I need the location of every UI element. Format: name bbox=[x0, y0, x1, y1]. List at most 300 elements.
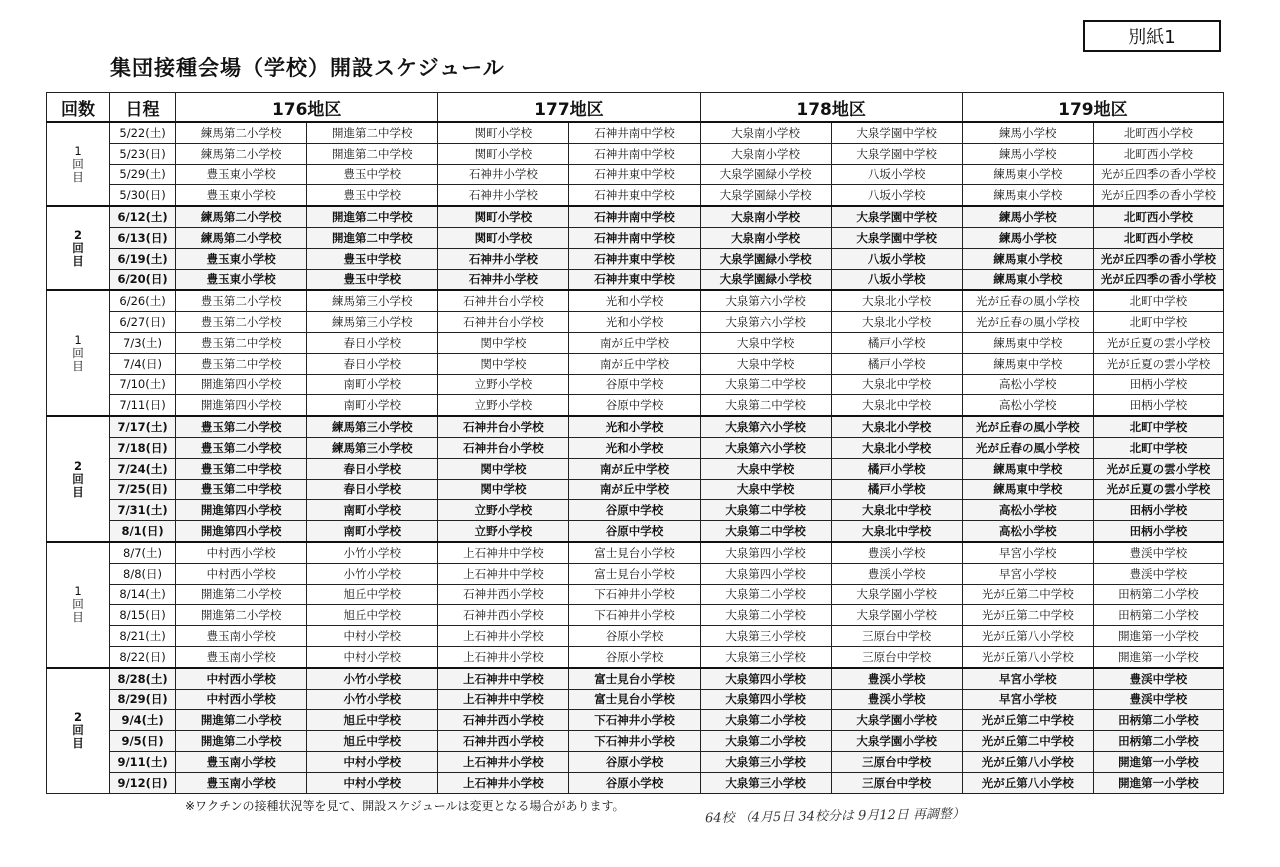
school-cell: 大泉第二小学校 bbox=[700, 605, 831, 626]
school-cell: 豊渓小学校 bbox=[831, 563, 962, 584]
school-cell: 上石神井小学校 bbox=[438, 626, 569, 647]
school-cell: 豊渓小学校 bbox=[831, 668, 962, 689]
date-cell: 7/18(日) bbox=[110, 437, 176, 458]
school-cell: 中村小学校 bbox=[307, 751, 438, 772]
school-cell: 旭丘中学校 bbox=[307, 605, 438, 626]
school-cell: 早宮小学校 bbox=[962, 668, 1093, 689]
school-cell: 谷原小学校 bbox=[569, 626, 700, 647]
schedule-row bbox=[47, 437, 1224, 458]
school-cell: 石神井南中学校 bbox=[569, 143, 700, 164]
school-cell: 立野小学校 bbox=[438, 374, 569, 395]
school-cell: 豊玉東小学校 bbox=[176, 269, 307, 290]
school-cell: 大泉北中学校 bbox=[831, 500, 962, 521]
district-header: 177地区 bbox=[438, 93, 700, 123]
schedule-row bbox=[47, 122, 1224, 143]
date-cell: 6/27(日) bbox=[110, 312, 176, 333]
schedule-row bbox=[47, 772, 1224, 793]
school-cell: 大泉第四小学校 bbox=[700, 542, 831, 563]
handwritten-note: 64校 （4月5日 34校分は 9月12日 再調整） bbox=[704, 806, 966, 827]
date-cell: 8/28(土) bbox=[110, 668, 176, 689]
school-cell: 石神井台小学校 bbox=[438, 416, 569, 437]
date-cell: 8/8(日) bbox=[110, 563, 176, 584]
school-cell: 早宮小学校 bbox=[962, 689, 1093, 710]
school-cell: 開進第一小学校 bbox=[1093, 772, 1223, 793]
school-cell: 大泉第三小学校 bbox=[700, 646, 831, 667]
round-char: 回 bbox=[72, 471, 84, 486]
schedule-row bbox=[47, 290, 1224, 311]
date-cell: 5/23(日) bbox=[110, 143, 176, 164]
school-cell: 中村西小学校 bbox=[176, 542, 307, 563]
school-cell: 大泉第二中学校 bbox=[700, 521, 831, 542]
round-char: 回 bbox=[72, 156, 84, 171]
school-cell: 大泉第六小学校 bbox=[700, 290, 831, 311]
schedule-row bbox=[47, 312, 1224, 333]
school-cell: 光が丘四季の香小学校 bbox=[1093, 269, 1223, 290]
date-cell: 9/4(土) bbox=[110, 710, 176, 731]
school-cell: 北町西小学校 bbox=[1093, 206, 1223, 227]
school-cell: 練馬第三小学校 bbox=[307, 312, 438, 333]
school-cell: 大泉北小学校 bbox=[831, 437, 962, 458]
schedule-row bbox=[47, 521, 1224, 542]
school-cell: 練馬東小学校 bbox=[962, 269, 1093, 290]
date-cell: 7/24(土) bbox=[110, 458, 176, 479]
school-cell: 関町小学校 bbox=[438, 206, 569, 227]
school-cell: 石神井東中学校 bbox=[569, 248, 700, 269]
schedule-row bbox=[47, 731, 1224, 752]
school-cell: 光が丘四季の香小学校 bbox=[1093, 185, 1223, 206]
school-cell: 大泉第六小学校 bbox=[700, 312, 831, 333]
school-cell: 練馬第二小学校 bbox=[176, 143, 307, 164]
school-cell: 関中学校 bbox=[438, 479, 569, 500]
school-cell: 八坂小学校 bbox=[831, 248, 962, 269]
schedule-row bbox=[47, 689, 1224, 710]
school-cell: 春日小学校 bbox=[307, 458, 438, 479]
round-header: 回数 bbox=[47, 93, 110, 123]
schedule-row bbox=[47, 563, 1224, 584]
school-cell: 北町中学校 bbox=[1093, 290, 1223, 311]
school-cell: 上石神井小学校 bbox=[438, 772, 569, 793]
school-cell: 田柄第二小学校 bbox=[1093, 710, 1223, 731]
schedule-row bbox=[47, 710, 1224, 731]
round-char: 回 bbox=[72, 723, 84, 738]
date-cell: 9/5(日) bbox=[110, 731, 176, 752]
school-cell: 関町小学校 bbox=[438, 122, 569, 143]
schedule-row bbox=[47, 458, 1224, 479]
school-cell: 三原台中学校 bbox=[831, 626, 962, 647]
schedule-row bbox=[47, 332, 1224, 353]
school-cell: 大泉南小学校 bbox=[700, 143, 831, 164]
school-cell: 関中学校 bbox=[438, 353, 569, 374]
date-cell: 8/15(日) bbox=[110, 605, 176, 626]
school-cell: 大泉北中学校 bbox=[831, 374, 962, 395]
school-cell: 豊玉東小学校 bbox=[176, 185, 307, 206]
school-cell: 谷原小学校 bbox=[569, 772, 700, 793]
school-cell: 大泉学園緑小学校 bbox=[700, 269, 831, 290]
date-cell: 6/19(土) bbox=[110, 248, 176, 269]
school-cell: 高松小学校 bbox=[962, 374, 1093, 395]
school-cell: 八坂小学校 bbox=[831, 164, 962, 185]
school-cell: 練馬東中学校 bbox=[962, 458, 1093, 479]
school-cell: 大泉学園緑小学校 bbox=[700, 164, 831, 185]
school-cell: 開進第二中学校 bbox=[307, 122, 438, 143]
school-cell: 豊玉南小学校 bbox=[176, 772, 307, 793]
school-cell: 光が丘春の風小学校 bbox=[962, 290, 1093, 311]
school-cell: 光和小学校 bbox=[569, 416, 700, 437]
date-cell: 7/11(日) bbox=[110, 395, 176, 416]
school-cell: 南が丘中学校 bbox=[569, 458, 700, 479]
school-cell: 高松小学校 bbox=[962, 395, 1093, 416]
school-cell: 高松小学校 bbox=[962, 521, 1093, 542]
school-cell: 八坂小学校 bbox=[831, 269, 962, 290]
school-cell: 大泉学園中学校 bbox=[831, 206, 962, 227]
schedule-row bbox=[47, 542, 1224, 563]
date-cell: 6/20(日) bbox=[110, 269, 176, 290]
school-cell: 開進第二小学校 bbox=[176, 710, 307, 731]
schedule-row bbox=[47, 751, 1224, 772]
school-cell: 上石神井中学校 bbox=[438, 563, 569, 584]
school-cell: 開進第四小学校 bbox=[176, 374, 307, 395]
school-cell: 大泉第三小学校 bbox=[700, 772, 831, 793]
school-cell: 大泉第四小学校 bbox=[700, 689, 831, 710]
school-cell: 関中学校 bbox=[438, 332, 569, 353]
district-header: 178地区 bbox=[700, 93, 962, 123]
round-char: 1 bbox=[74, 584, 82, 599]
school-cell: 豊玉中学校 bbox=[307, 248, 438, 269]
school-cell: 中村西小学校 bbox=[176, 563, 307, 584]
school-cell: 谷原小学校 bbox=[569, 646, 700, 667]
school-cell: 大泉第三小学校 bbox=[700, 751, 831, 772]
school-cell: 豊渓小学校 bbox=[831, 689, 962, 710]
school-cell: 大泉第四小学校 bbox=[700, 668, 831, 689]
school-cell: 大泉学園小学校 bbox=[831, 731, 962, 752]
school-cell: 大泉学園中学校 bbox=[831, 122, 962, 143]
schedule-table bbox=[46, 92, 1224, 794]
district-header: 176地区 bbox=[176, 93, 438, 123]
date-cell: 6/13(日) bbox=[110, 227, 176, 248]
school-cell: 大泉学園中学校 bbox=[831, 143, 962, 164]
round-cell bbox=[47, 542, 110, 668]
school-cell: 小竹小学校 bbox=[307, 542, 438, 563]
school-cell: 練馬東小学校 bbox=[962, 185, 1093, 206]
school-cell: 下石神井小学校 bbox=[569, 710, 700, 731]
round-char: 目 bbox=[72, 169, 84, 184]
school-cell: 大泉北中学校 bbox=[831, 395, 962, 416]
school-cell: 光和小学校 bbox=[569, 312, 700, 333]
school-cell: 光が丘第八小学校 bbox=[962, 646, 1093, 667]
school-cell: 下石神井小学校 bbox=[569, 584, 700, 605]
school-cell: 早宮小学校 bbox=[962, 542, 1093, 563]
schedule-row bbox=[47, 500, 1224, 521]
school-cell: 練馬東中学校 bbox=[962, 479, 1093, 500]
school-cell: 大泉北中学校 bbox=[831, 521, 962, 542]
school-cell: 旭丘中学校 bbox=[307, 710, 438, 731]
schedule-row bbox=[47, 206, 1224, 227]
school-cell: 光が丘第八小学校 bbox=[962, 626, 1093, 647]
school-cell: 南町小学校 bbox=[307, 395, 438, 416]
school-cell: 橘戸小学校 bbox=[831, 458, 962, 479]
header-row bbox=[47, 93, 1224, 123]
school-cell: 旭丘中学校 bbox=[307, 584, 438, 605]
school-cell: 石神井南中学校 bbox=[569, 122, 700, 143]
date-cell: 7/4(日) bbox=[110, 353, 176, 374]
school-cell: 橘戸小学校 bbox=[831, 332, 962, 353]
district-header: 179地区 bbox=[962, 93, 1223, 123]
schedule-row bbox=[47, 227, 1224, 248]
school-cell: 開進第一小学校 bbox=[1093, 751, 1223, 772]
school-cell: 光が丘春の風小学校 bbox=[962, 312, 1093, 333]
school-cell: 関中学校 bbox=[438, 458, 569, 479]
school-cell: 光が丘夏の雲小学校 bbox=[1093, 332, 1223, 353]
school-cell: 石神井東中学校 bbox=[569, 164, 700, 185]
school-cell: 豊玉中学校 bbox=[307, 269, 438, 290]
school-cell: 開進第一小学校 bbox=[1093, 646, 1223, 667]
round-char: 1 bbox=[74, 143, 82, 158]
school-cell: 立野小学校 bbox=[438, 500, 569, 521]
school-cell: 三原台中学校 bbox=[831, 751, 962, 772]
school-cell: 石神井台小学校 bbox=[438, 312, 569, 333]
school-cell: 田柄小学校 bbox=[1093, 521, 1223, 542]
school-cell: 開進第四小学校 bbox=[176, 521, 307, 542]
school-cell: 光が丘春の風小学校 bbox=[962, 437, 1093, 458]
school-cell: 旭丘中学校 bbox=[307, 731, 438, 752]
school-cell: 光が丘夏の雲小学校 bbox=[1093, 479, 1223, 500]
school-cell: 大泉第二中学校 bbox=[700, 395, 831, 416]
school-cell: 立野小学校 bbox=[438, 521, 569, 542]
school-cell: 開進第四小学校 bbox=[176, 395, 307, 416]
school-cell: 北町中学校 bbox=[1093, 437, 1223, 458]
school-cell: 南町小学校 bbox=[307, 374, 438, 395]
school-cell: 光が丘春の風小学校 bbox=[962, 416, 1093, 437]
date-cell: 8/22(日) bbox=[110, 646, 176, 667]
school-cell: 北町中学校 bbox=[1093, 312, 1223, 333]
schedule-row bbox=[47, 584, 1224, 605]
school-cell: 田柄第二小学校 bbox=[1093, 584, 1223, 605]
school-cell: 田柄小学校 bbox=[1093, 500, 1223, 521]
school-cell: 大泉学園緑小学校 bbox=[700, 248, 831, 269]
date-cell: 7/25(日) bbox=[110, 479, 176, 500]
school-cell: 開進第二中学校 bbox=[307, 206, 438, 227]
school-cell: 富士見台小学校 bbox=[569, 563, 700, 584]
school-cell: 豊渓中学校 bbox=[1093, 668, 1223, 689]
school-cell: 光和小学校 bbox=[569, 290, 700, 311]
schedule-row bbox=[47, 353, 1224, 374]
school-cell: 豊玉南小学校 bbox=[176, 751, 307, 772]
school-cell: 中村小学校 bbox=[307, 646, 438, 667]
school-cell: 大泉第六小学校 bbox=[700, 437, 831, 458]
school-cell: 光和小学校 bbox=[569, 437, 700, 458]
school-cell: 練馬第二小学校 bbox=[176, 227, 307, 248]
school-cell: 北町西小学校 bbox=[1093, 143, 1223, 164]
school-cell: 開進第二小学校 bbox=[176, 731, 307, 752]
round-cell bbox=[47, 668, 110, 793]
schedule-row bbox=[47, 248, 1224, 269]
school-cell: 石神井西小学校 bbox=[438, 710, 569, 731]
school-cell: 春日小学校 bbox=[307, 332, 438, 353]
school-cell: 練馬東小学校 bbox=[962, 248, 1093, 269]
date-cell: 7/17(土) bbox=[110, 416, 176, 437]
school-cell: 大泉第四小学校 bbox=[700, 563, 831, 584]
school-cell: 南が丘中学校 bbox=[569, 353, 700, 374]
round-char: 2 bbox=[74, 227, 83, 242]
school-cell: 三原台中学校 bbox=[831, 772, 962, 793]
school-cell: 上石神井中学校 bbox=[438, 668, 569, 689]
attachment-badge: 別紙1 bbox=[1083, 20, 1221, 52]
school-cell: 谷原中学校 bbox=[569, 500, 700, 521]
date-cell: 9/12(日) bbox=[110, 772, 176, 793]
school-cell: 谷原中学校 bbox=[569, 521, 700, 542]
school-cell: 光が丘第八小学校 bbox=[962, 751, 1093, 772]
school-cell: 光が丘夏の雲小学校 bbox=[1093, 458, 1223, 479]
school-cell: 大泉学園中学校 bbox=[831, 227, 962, 248]
footnote: ※ワクチンの接種状況等を見て、開設スケジュールは変更となる場合があります。 bbox=[185, 799, 625, 813]
school-cell: 大泉第三小学校 bbox=[700, 626, 831, 647]
round-char: 回 bbox=[72, 597, 84, 612]
school-cell: 立野小学校 bbox=[438, 395, 569, 416]
school-cell: 石神井南中学校 bbox=[569, 206, 700, 227]
school-cell: 練馬第三小学校 bbox=[307, 437, 438, 458]
schedule-row bbox=[47, 269, 1224, 290]
date-cell: 5/29(土) bbox=[110, 164, 176, 185]
school-cell: 光が丘四季の香小学校 bbox=[1093, 164, 1223, 185]
school-cell: 光が丘夏の雲小学校 bbox=[1093, 353, 1223, 374]
school-cell: 石神井西小学校 bbox=[438, 731, 569, 752]
school-cell: 大泉第二小学校 bbox=[700, 731, 831, 752]
school-cell: 大泉第二小学校 bbox=[700, 710, 831, 731]
school-cell: 南が丘中学校 bbox=[569, 332, 700, 353]
schedule-row bbox=[47, 185, 1224, 206]
school-cell: 中村西小学校 bbox=[176, 668, 307, 689]
school-cell: 豊玉第二小学校 bbox=[176, 437, 307, 458]
school-cell: 練馬東小学校 bbox=[962, 164, 1093, 185]
round-char: 2 bbox=[74, 710, 83, 725]
school-cell: 田柄第二小学校 bbox=[1093, 731, 1223, 752]
school-cell: 豊渓中学校 bbox=[1093, 689, 1223, 710]
school-cell: 石神井南中学校 bbox=[569, 227, 700, 248]
school-cell: 大泉中学校 bbox=[700, 479, 831, 500]
round-char: 目 bbox=[72, 610, 84, 625]
school-cell: 豊玉中学校 bbox=[307, 185, 438, 206]
round-char: 回 bbox=[72, 240, 84, 255]
round-char: 目 bbox=[72, 484, 84, 499]
school-cell: 北町西小学校 bbox=[1093, 122, 1223, 143]
school-cell: 高松小学校 bbox=[962, 500, 1093, 521]
school-cell: 小竹小学校 bbox=[307, 689, 438, 710]
school-cell: 春日小学校 bbox=[307, 353, 438, 374]
school-cell: 大泉北小学校 bbox=[831, 416, 962, 437]
date-cell: 8/14(土) bbox=[110, 584, 176, 605]
school-cell: 光が丘四季の香小学校 bbox=[1093, 248, 1223, 269]
school-cell: 関町小学校 bbox=[438, 143, 569, 164]
school-cell: 南が丘中学校 bbox=[569, 479, 700, 500]
school-cell: 石神井東中学校 bbox=[569, 185, 700, 206]
school-cell: 上石神井小学校 bbox=[438, 646, 569, 667]
school-cell: 練馬第三小学校 bbox=[307, 416, 438, 437]
school-cell: 練馬第二小学校 bbox=[176, 122, 307, 143]
round-cell bbox=[47, 416, 110, 542]
school-cell: 石神井西小学校 bbox=[438, 605, 569, 626]
date-cell: 8/7(土) bbox=[110, 542, 176, 563]
school-cell: 豊渓小学校 bbox=[831, 542, 962, 563]
school-cell: 八坂小学校 bbox=[831, 185, 962, 206]
schedule-row bbox=[47, 605, 1224, 626]
school-cell: 豊渓中学校 bbox=[1093, 542, 1223, 563]
school-cell: 練馬小学校 bbox=[962, 122, 1093, 143]
date-cell: 5/22(土) bbox=[110, 122, 176, 143]
date-header: 日程 bbox=[110, 93, 176, 123]
school-cell: 大泉中学校 bbox=[700, 332, 831, 353]
school-cell: 練馬小学校 bbox=[962, 143, 1093, 164]
schedule-row bbox=[47, 164, 1224, 185]
schedule-row bbox=[47, 668, 1224, 689]
date-cell: 7/3(土) bbox=[110, 332, 176, 353]
school-cell: 橘戸小学校 bbox=[831, 353, 962, 374]
school-cell: 豊玉第二中学校 bbox=[176, 332, 307, 353]
school-cell: 田柄小学校 bbox=[1093, 395, 1223, 416]
school-cell: 練馬小学校 bbox=[962, 206, 1093, 227]
round-char: 目 bbox=[72, 358, 84, 373]
round-cell bbox=[47, 206, 110, 290]
school-cell: 大泉第二小学校 bbox=[700, 584, 831, 605]
schedule-row bbox=[47, 416, 1224, 437]
school-cell: 練馬東中学校 bbox=[962, 332, 1093, 353]
school-cell: 石神井西小学校 bbox=[438, 584, 569, 605]
school-cell: 大泉中学校 bbox=[700, 458, 831, 479]
school-cell: 光が丘第八小学校 bbox=[962, 772, 1093, 793]
school-cell: 練馬小学校 bbox=[962, 227, 1093, 248]
school-cell: 光が丘第二中学校 bbox=[962, 731, 1093, 752]
school-cell: 豊玉第二中学校 bbox=[176, 458, 307, 479]
date-cell: 9/11(土) bbox=[110, 751, 176, 772]
school-cell: 大泉第六小学校 bbox=[700, 416, 831, 437]
school-cell: 練馬東中学校 bbox=[962, 353, 1093, 374]
round-cell bbox=[47, 122, 110, 206]
school-cell: 石神井東中学校 bbox=[569, 269, 700, 290]
round-char: 目 bbox=[72, 253, 84, 268]
school-cell: 上石神井中学校 bbox=[438, 689, 569, 710]
school-cell: 橘戸小学校 bbox=[831, 479, 962, 500]
round-cell bbox=[47, 290, 110, 416]
school-cell: 豊玉東小学校 bbox=[176, 248, 307, 269]
school-cell: 大泉第二中学校 bbox=[700, 500, 831, 521]
school-cell: 開進第二小学校 bbox=[176, 584, 307, 605]
school-cell: 光が丘第二中学校 bbox=[962, 710, 1093, 731]
school-cell: 豊玉第二小学校 bbox=[176, 290, 307, 311]
school-cell: 石神井小学校 bbox=[438, 248, 569, 269]
school-cell: 中村小学校 bbox=[307, 772, 438, 793]
school-cell: 春日小学校 bbox=[307, 479, 438, 500]
school-cell: 光が丘第二中学校 bbox=[962, 584, 1093, 605]
school-cell: 大泉学園小学校 bbox=[831, 584, 962, 605]
school-cell: 大泉北小学校 bbox=[831, 312, 962, 333]
round-char: 回 bbox=[72, 345, 84, 360]
schedule-row bbox=[47, 479, 1224, 500]
school-cell: 谷原中学校 bbox=[569, 395, 700, 416]
school-cell: 富士見台小学校 bbox=[569, 689, 700, 710]
date-cell: 7/10(土) bbox=[110, 374, 176, 395]
schedule-row bbox=[47, 646, 1224, 667]
school-cell: 中村小学校 bbox=[307, 626, 438, 647]
school-cell: 三原台中学校 bbox=[831, 646, 962, 667]
school-cell: 北町西小学校 bbox=[1093, 227, 1223, 248]
school-cell: 上石神井小学校 bbox=[438, 751, 569, 772]
school-cell: 豊玉東小学校 bbox=[176, 164, 307, 185]
school-cell: 富士見台小学校 bbox=[569, 542, 700, 563]
round-char: 1 bbox=[74, 332, 82, 347]
school-cell: 中村西小学校 bbox=[176, 689, 307, 710]
school-cell: 大泉学園小学校 bbox=[831, 605, 962, 626]
school-cell: 石神井台小学校 bbox=[438, 437, 569, 458]
school-cell: 豊玉第二小学校 bbox=[176, 312, 307, 333]
